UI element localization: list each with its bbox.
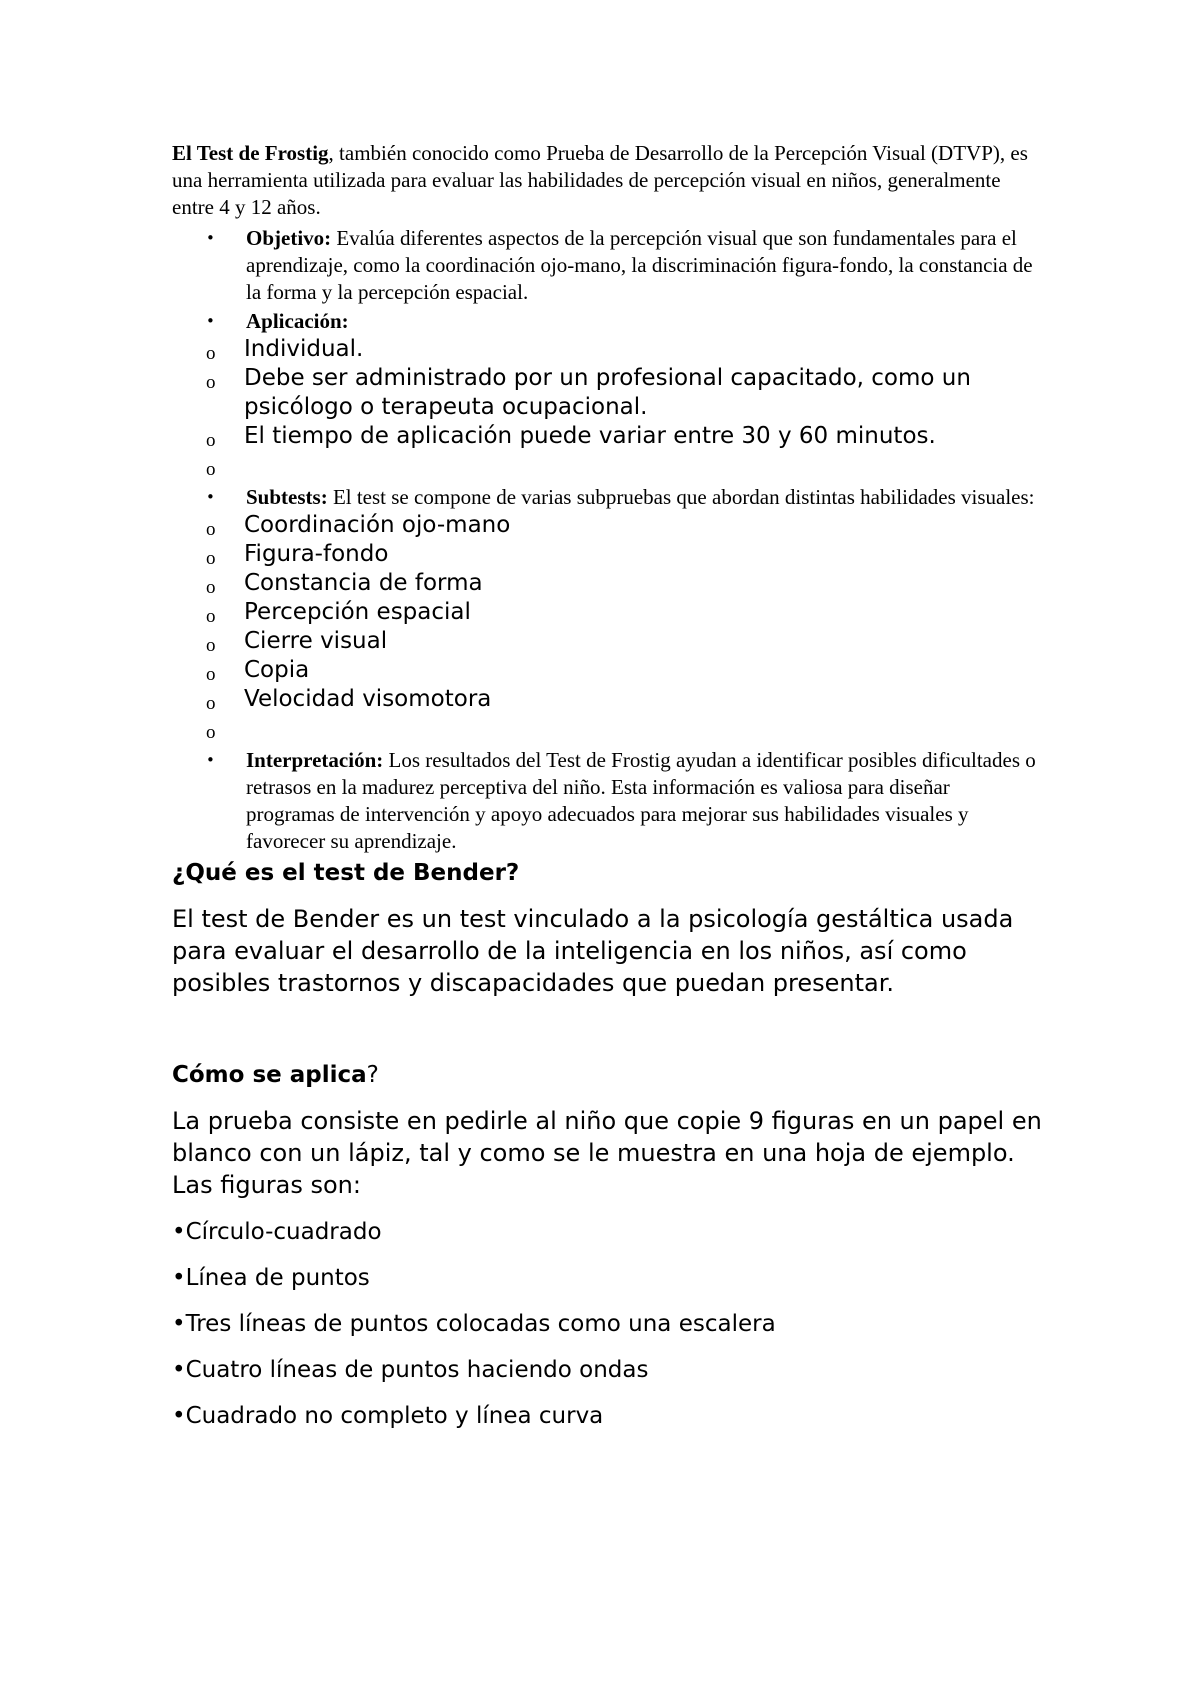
sub-bullet-icon: o — [206, 459, 216, 480]
intro-title: El Test de Frostig — [172, 141, 329, 165]
figure-item: •Línea de puntos — [172, 1265, 370, 1291]
frostig-list — [172, 225, 1042, 855]
figure-item: •Cuatro líneas de puntos haciendo ondas — [172, 1357, 649, 1383]
sublist-item-text: Individual. — [244, 336, 364, 362]
sublist-item — [172, 451, 1042, 480]
sub-bullet-icon: o — [206, 519, 216, 540]
sub-bullet-icon: o — [206, 722, 216, 743]
sub-bullet-icon: o — [206, 664, 216, 685]
sublist-item-text: Percepción espacial — [244, 599, 471, 625]
figure-item: •Cuadrado no completo y línea curva — [172, 1403, 604, 1429]
sublist-item-text: El tiempo de aplicación puede variar entre 30 y 60 minutos. — [244, 423, 936, 449]
sublist-item — [172, 685, 1042, 714]
sublist-item — [172, 540, 1042, 569]
subtests-label: Subtests: — [246, 485, 328, 509]
document-page — [172, 140, 1042, 1431]
figures-list — [172, 1217, 1042, 1431]
sublist-item-text: Constancia de forma — [244, 570, 483, 596]
sublist-item — [172, 511, 1042, 540]
aplica-heading-bold: Cómo se aplica — [172, 1062, 367, 1088]
subtests-sublist — [172, 511, 1042, 743]
aplica-heading-rest: ? — [366, 1062, 379, 1088]
sub-bullet-icon: o — [206, 430, 216, 451]
subtests-text: El test se compone de varias subpruebas que abordan distintas habilidades visuales: — [327, 485, 1035, 509]
sub-bullet-icon: o — [206, 548, 216, 569]
bender-paragraph: El test de Bender es un test vinculado a la psicología gestáltica usada para evaluar el desarrollo de la inteligencia en los niños, así como posibles trastornos y discapacidades que puedan presentar. — [172, 905, 1014, 997]
bullet-icon: • — [206, 488, 215, 506]
aplicacion-label: Aplicación: — [246, 309, 349, 333]
bullet-icon: • — [206, 312, 215, 330]
sublist-item-text: Figura-fondo — [244, 541, 389, 567]
sub-bullet-icon: o — [206, 693, 216, 714]
sub-bullet-icon: o — [206, 372, 216, 393]
list-item-objetivo — [172, 225, 1042, 306]
sublist-item-text: Debe ser administrado por un profesional capacitado, como un psicólogo o terapeuta ocupacional. — [244, 365, 971, 420]
sublist-item — [172, 714, 1042, 743]
aplica-heading — [172, 1059, 1042, 1091]
intro-text: , también conocido como Prueba de Desarrollo de la Percepción Visual (DTVP), es una herramienta utilizada para evaluar las habilidades de percepción visual en niños, generalmente entre 4 y 12 años. — [172, 141, 1028, 219]
figure-item: •Tres líneas de puntos colocadas como una escalera — [172, 1311, 776, 1337]
sublist-item — [172, 364, 1042, 422]
sublist-item-text: Coordinación ojo-mano — [244, 512, 511, 538]
sublist-item-text: Velocidad visomotora — [244, 686, 492, 712]
sub-bullet-icon: o — [206, 606, 216, 627]
interpretacion-text: Los resultados del Test de Frostig ayudan a identificar posibles dificultades o retrasos en la madurez perceptiva del niño. Esta información es valiosa para diseñar programas de intervención y apoyo adecuados para mejorar sus habilidades visuales y favorecer su aprendizaje. — [246, 748, 1036, 853]
sublist-item — [172, 656, 1042, 685]
bullet-icon: • — [206, 751, 215, 769]
interpretacion-label: Interpretación: — [246, 748, 384, 772]
figure-item: •Círculo-cuadrado — [172, 1219, 382, 1245]
sublist-item — [172, 627, 1042, 656]
objetivo-text: Evalúa diferentes aspectos de la percepción visual que son fundamentales para el aprendizaje, como la coordinación ojo-mano, la discriminación figura-fondo, la constancia de la forma y la percepción espacial. — [246, 226, 1033, 304]
list-item-subtests — [172, 484, 1042, 743]
sublist-item — [172, 598, 1042, 627]
sub-bullet-icon: o — [206, 635, 216, 656]
intro-paragraph — [172, 140, 1042, 221]
aplica-paragraph: La prueba consiste en pedirle al niño que copie 9 figuras en un papel en blanco con un lápiz, tal y como se le muestra en una hoja de ejemplo. Las figuras son: — [172, 1107, 1042, 1199]
sublist-item — [172, 422, 1042, 451]
sub-bullet-icon: o — [206, 577, 216, 598]
aplicacion-sublist — [172, 335, 1042, 480]
sublist-item-text: Cierre visual — [244, 628, 388, 654]
bullet-icon: • — [206, 229, 215, 247]
sublist-item — [172, 335, 1042, 364]
objetivo-label: Objetivo: — [246, 226, 332, 250]
bender-heading: ¿Qué es el test de Bender? — [172, 860, 520, 886]
sublist-item — [172, 569, 1042, 598]
list-item-interpretacion — [172, 747, 1042, 855]
sublist-item-text: Copia — [244, 657, 310, 683]
sub-bullet-icon: o — [206, 343, 216, 364]
list-item-aplicacion — [172, 308, 1042, 480]
